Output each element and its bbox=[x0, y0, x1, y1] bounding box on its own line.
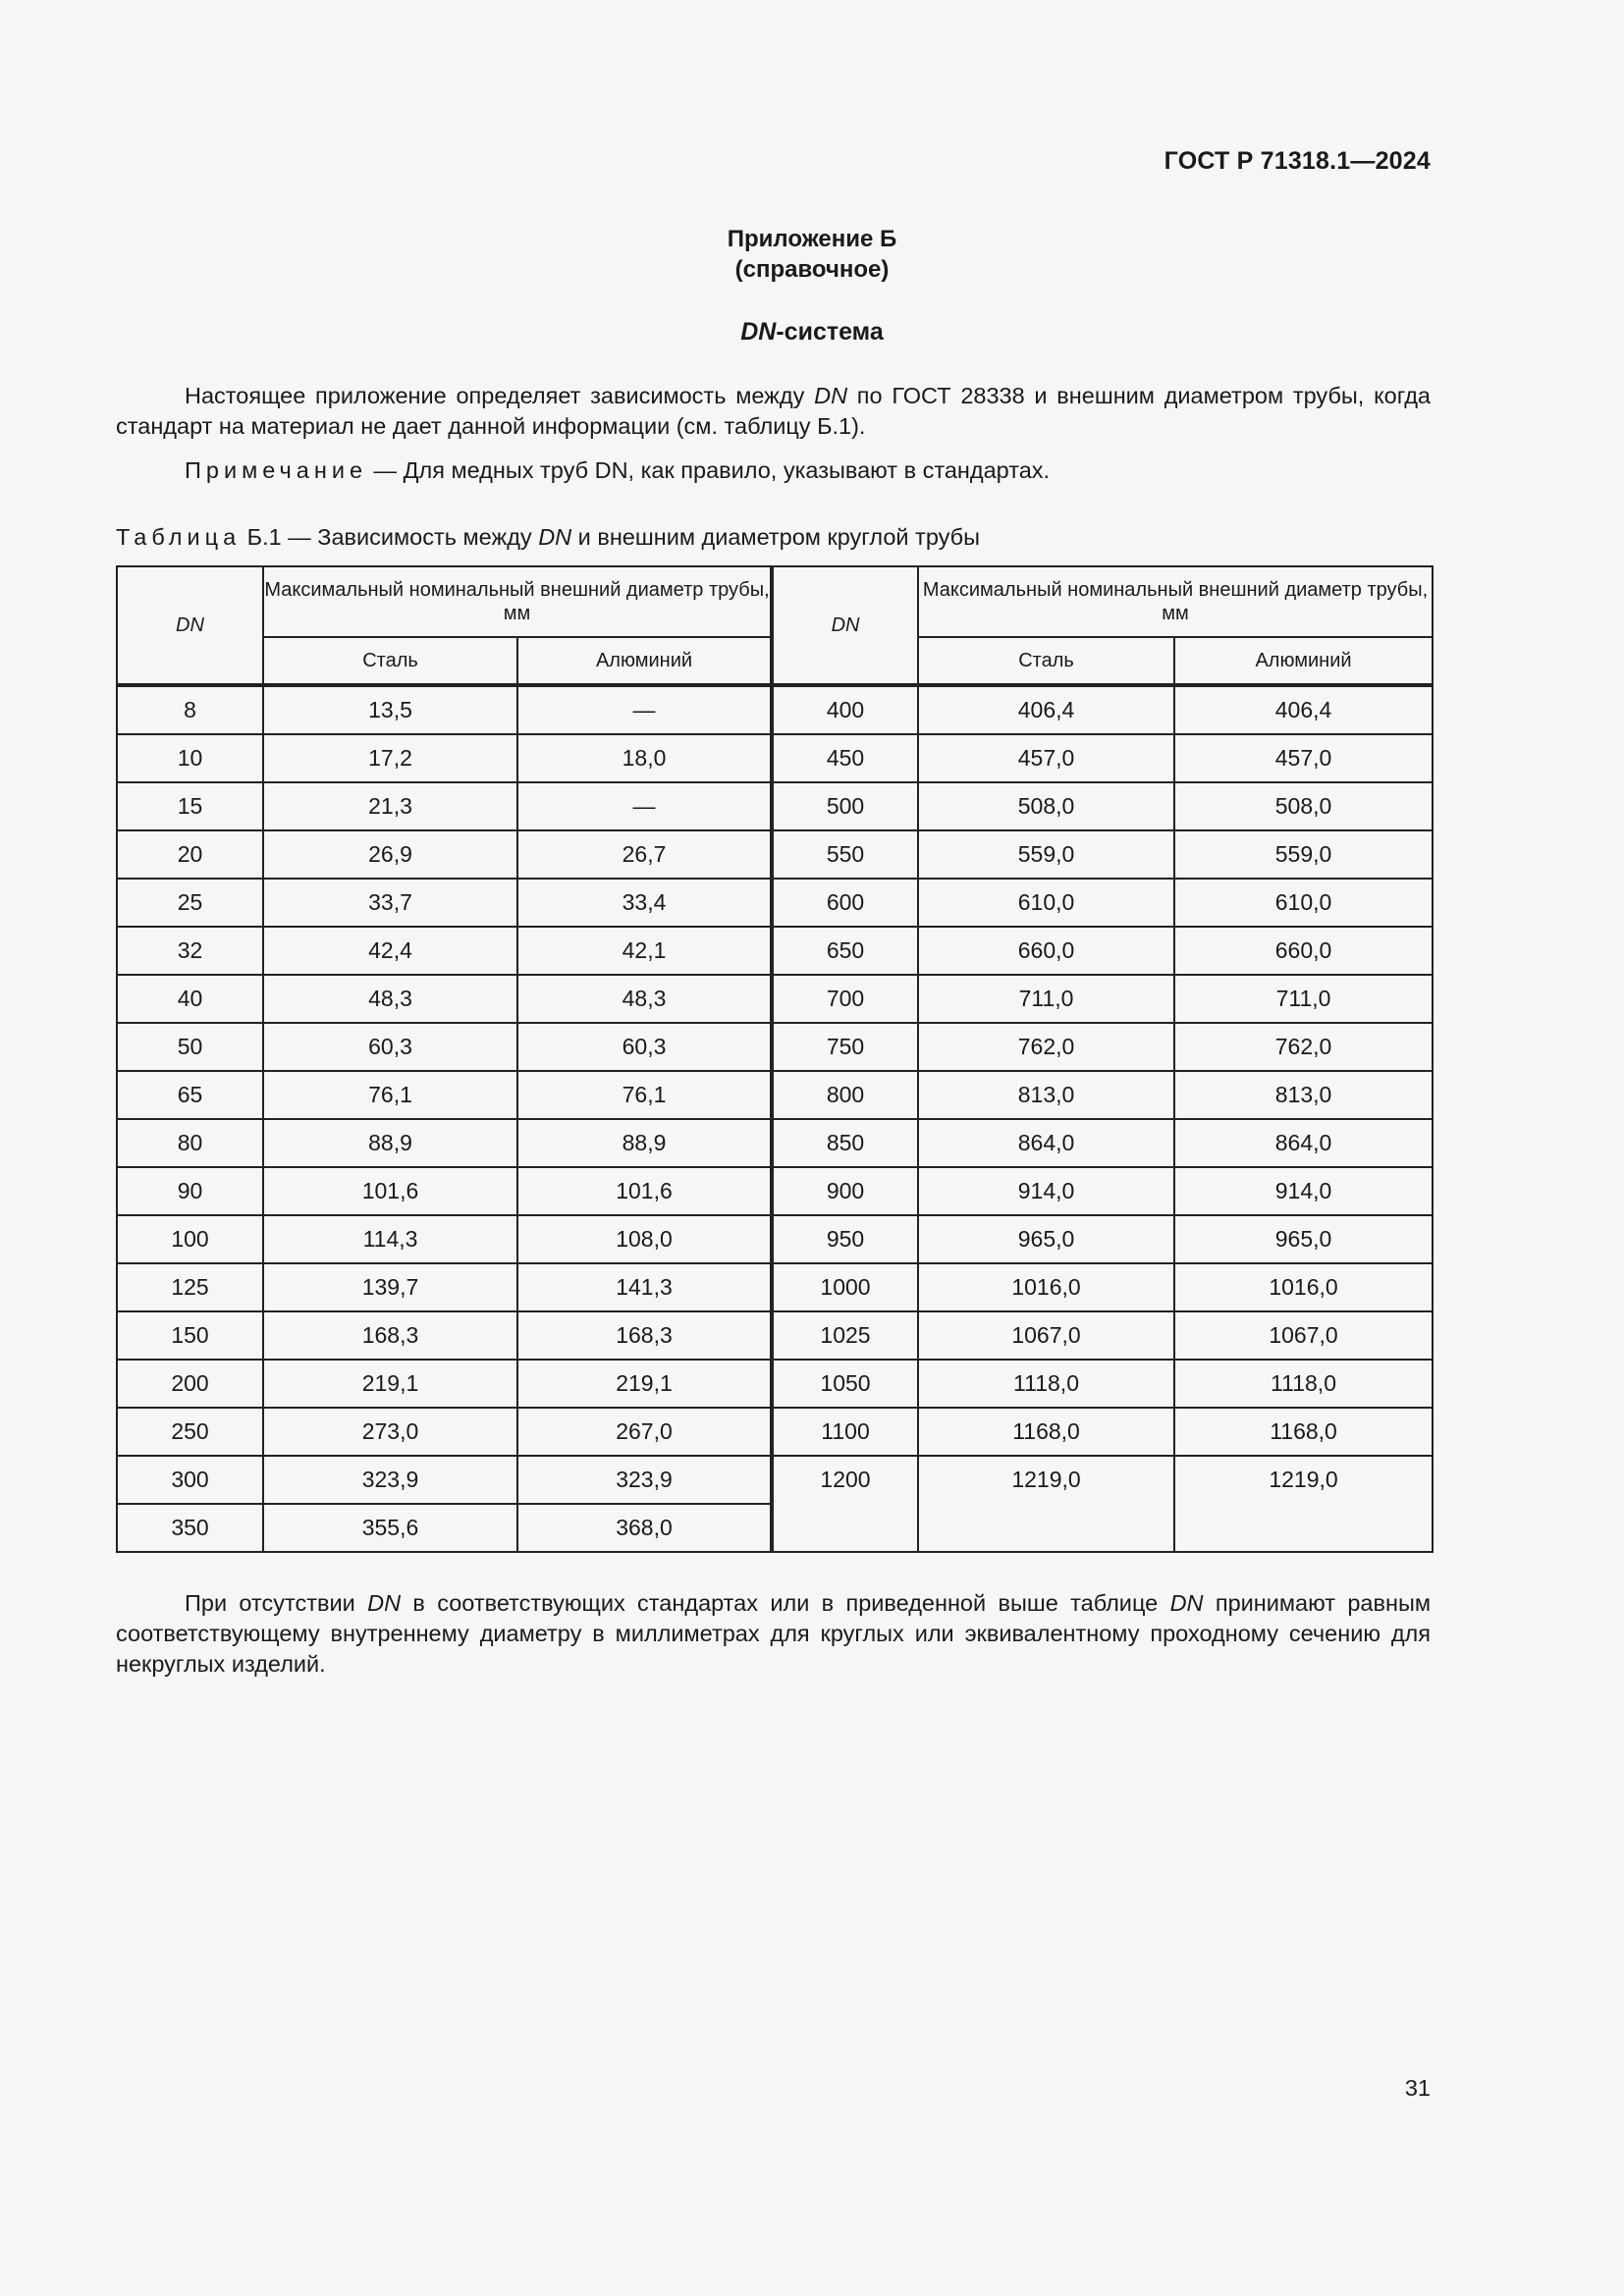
cell-dn-right: 850 bbox=[772, 1119, 918, 1167]
cell-aluminium-right: 406,4 bbox=[1174, 685, 1433, 734]
cell-steel-right: 1168,0 bbox=[918, 1408, 1174, 1456]
cell-aluminium-right: 711,0 bbox=[1174, 975, 1433, 1023]
cell-steel-left: 21,3 bbox=[263, 782, 517, 830]
cell-dn-left: 40 bbox=[117, 975, 263, 1023]
cell-aluminium-left: 76,1 bbox=[517, 1071, 772, 1119]
section-title bbox=[0, 318, 1624, 347]
cell-steel-right: 1219,0 bbox=[918, 1456, 1174, 1552]
cell-aluminium-left: 168,3 bbox=[517, 1311, 772, 1360]
cell-steel-left: 273,0 bbox=[263, 1408, 517, 1456]
cell-steel-left: 101,6 bbox=[263, 1167, 517, 1215]
cell-aluminium-right: 762,0 bbox=[1174, 1023, 1433, 1071]
cell-aluminium-left: 33,4 bbox=[517, 879, 772, 927]
closing-text-b: в соответствующих стандартах или в приведенной выше таблице bbox=[401, 1590, 1170, 1616]
cell-dn-left: 25 bbox=[117, 879, 263, 927]
table-row bbox=[117, 1023, 1433, 1071]
cell-steel-right: 457,0 bbox=[918, 734, 1174, 782]
cell-dn-left: 15 bbox=[117, 782, 263, 830]
table-row bbox=[117, 685, 1433, 734]
cell-aluminium-left: — bbox=[517, 782, 772, 830]
cell-steel-right: 610,0 bbox=[918, 879, 1174, 927]
cell-dn-left: 150 bbox=[117, 1311, 263, 1360]
cell-dn-left: 65 bbox=[117, 1071, 263, 1119]
table-caption-label: Таблица bbox=[116, 524, 242, 550]
cell-dn-right: 1200 bbox=[772, 1456, 918, 1552]
table-row bbox=[117, 1119, 1433, 1167]
table-row bbox=[117, 1408, 1433, 1456]
table-row bbox=[117, 1215, 1433, 1263]
cell-steel-left: 323,9 bbox=[263, 1456, 517, 1504]
cell-dn-right: 950 bbox=[772, 1215, 918, 1263]
cell-aluminium-right: 610,0 bbox=[1174, 879, 1433, 927]
table-caption-text-b: и внешним диаметром круглой трубы bbox=[571, 524, 980, 550]
cell-steel-right: 406,4 bbox=[918, 685, 1174, 734]
cell-dn-right: 600 bbox=[772, 879, 918, 927]
cell-aluminium-left: 26,7 bbox=[517, 830, 772, 879]
cell-dn-right: 550 bbox=[772, 830, 918, 879]
table-caption-text-a: Б.1 — Зависимость между bbox=[241, 524, 539, 550]
cell-aluminium-left: 141,3 bbox=[517, 1263, 772, 1311]
table-row bbox=[117, 830, 1433, 879]
intro-dn: DN bbox=[814, 383, 848, 408]
cell-dn-right: 450 bbox=[772, 734, 918, 782]
col-header-aluminium-right: Алюминий bbox=[1174, 637, 1433, 685]
table-row bbox=[117, 927, 1433, 975]
cell-steel-right: 965,0 bbox=[918, 1215, 1174, 1263]
cell-dn-right: 400 bbox=[772, 685, 918, 734]
cell-aluminium-left: 368,0 bbox=[517, 1504, 772, 1552]
cell-steel-left: 42,4 bbox=[263, 927, 517, 975]
col-header-aluminium-left: Алюминий bbox=[517, 637, 772, 685]
cell-aluminium-left: 42,1 bbox=[517, 927, 772, 975]
cell-aluminium-right: 1219,0 bbox=[1174, 1456, 1433, 1552]
cell-dn-right: 1025 bbox=[772, 1311, 918, 1360]
intro-paragraph bbox=[116, 381, 1431, 442]
table-row bbox=[117, 1263, 1433, 1311]
cell-aluminium-right: 660,0 bbox=[1174, 927, 1433, 975]
table-row bbox=[117, 1167, 1433, 1215]
closing-paragraph bbox=[116, 1588, 1431, 1680]
cell-steel-left: 13,5 bbox=[263, 685, 517, 734]
cell-dn-right: 800 bbox=[772, 1071, 918, 1119]
cell-aluminium-left: 267,0 bbox=[517, 1408, 772, 1456]
section-title-rest: -система bbox=[776, 318, 884, 346]
cell-steel-right: 1067,0 bbox=[918, 1311, 1174, 1360]
cell-steel-right: 914,0 bbox=[918, 1167, 1174, 1215]
cell-steel-right: 508,0 bbox=[918, 782, 1174, 830]
cell-dn-left: 10 bbox=[117, 734, 263, 782]
cell-dn-left: 125 bbox=[117, 1263, 263, 1311]
col-header-steel-left: Сталь bbox=[263, 637, 517, 685]
cell-dn-right: 1000 bbox=[772, 1263, 918, 1311]
cell-aluminium-right: 864,0 bbox=[1174, 1119, 1433, 1167]
cell-steel-left: 48,3 bbox=[263, 975, 517, 1023]
cell-dn-right: 1050 bbox=[772, 1360, 918, 1408]
cell-dn-left: 250 bbox=[117, 1408, 263, 1456]
cell-aluminium-left: 60,3 bbox=[517, 1023, 772, 1071]
closing-dn-1: DN bbox=[367, 1590, 402, 1616]
cell-dn-left: 300 bbox=[117, 1456, 263, 1504]
cell-aluminium-left: 108,0 bbox=[517, 1215, 772, 1263]
table-row bbox=[117, 1360, 1433, 1408]
cell-aluminium-right: 813,0 bbox=[1174, 1071, 1433, 1119]
closing-text-a: При отсутствии bbox=[185, 1590, 368, 1616]
table-body bbox=[117, 685, 1433, 1552]
table-row bbox=[117, 734, 1433, 782]
cell-dn-left: 8 bbox=[117, 685, 263, 734]
cell-aluminium-right: 1016,0 bbox=[1174, 1263, 1433, 1311]
cell-steel-left: 60,3 bbox=[263, 1023, 517, 1071]
table-row bbox=[117, 1071, 1433, 1119]
cell-dn-right: 500 bbox=[772, 782, 918, 830]
table-caption bbox=[116, 524, 980, 551]
table-row bbox=[117, 975, 1433, 1023]
cell-steel-right: 762,0 bbox=[918, 1023, 1174, 1071]
cell-dn-right: 1100 bbox=[772, 1408, 918, 1456]
cell-aluminium-left: 88,9 bbox=[517, 1119, 772, 1167]
cell-dn-left: 350 bbox=[117, 1504, 263, 1552]
cell-aluminium-right: 1118,0 bbox=[1174, 1360, 1433, 1408]
section-title-dn: DN bbox=[740, 318, 777, 346]
note-text: — Для медных труб DN, как правило, указывают в стандартах. bbox=[367, 457, 1051, 483]
col-header-steel-right: Сталь bbox=[918, 637, 1174, 685]
cell-aluminium-left: 323,9 bbox=[517, 1456, 772, 1504]
cell-steel-right: 864,0 bbox=[918, 1119, 1174, 1167]
table-row bbox=[117, 879, 1433, 927]
cell-aluminium-right: 508,0 bbox=[1174, 782, 1433, 830]
cell-dn-right: 650 bbox=[772, 927, 918, 975]
cell-steel-right: 660,0 bbox=[918, 927, 1174, 975]
table-row bbox=[117, 782, 1433, 830]
cell-steel-left: 355,6 bbox=[263, 1504, 517, 1552]
table-caption-dn: DN bbox=[538, 524, 572, 550]
cell-dn-right: 700 bbox=[772, 975, 918, 1023]
cell-dn-right: 750 bbox=[772, 1023, 918, 1071]
intro-text-b: по ГОСТ 28338 и внешним диаметром трубы, когда стандарт на материал не дает данной информации (см. таблицу Б.1). bbox=[116, 383, 1431, 439]
cell-aluminium-left: 18,0 bbox=[517, 734, 772, 782]
col-header-dn-right: DN bbox=[772, 566, 918, 685]
cell-dn-left: 50 bbox=[117, 1023, 263, 1071]
cell-steel-right: 813,0 bbox=[918, 1071, 1174, 1119]
cell-dn-left: 80 bbox=[117, 1119, 263, 1167]
cell-aluminium-right: 1067,0 bbox=[1174, 1311, 1433, 1360]
cell-steel-right: 1016,0 bbox=[918, 1263, 1174, 1311]
table-row bbox=[117, 1311, 1433, 1360]
table-row bbox=[117, 1456, 1433, 1504]
cell-steel-left: 114,3 bbox=[263, 1215, 517, 1263]
cell-aluminium-left: 48,3 bbox=[517, 975, 772, 1023]
cell-aluminium-right: 914,0 bbox=[1174, 1167, 1433, 1215]
cell-steel-left: 33,7 bbox=[263, 879, 517, 927]
annex-title: Приложение Б bbox=[727, 226, 897, 252]
annex-subtitle: (справочное) bbox=[734, 256, 890, 283]
dn-table bbox=[116, 565, 1434, 1553]
cell-aluminium-left: 101,6 bbox=[517, 1167, 772, 1215]
cell-steel-left: 219,1 bbox=[263, 1360, 517, 1408]
closing-text-c: принимают равным соответствующему внутреннему диаметру в миллиметрах для круглых или эквивалентному проходному сечению для некруглых изделий. bbox=[116, 1590, 1431, 1677]
cell-steel-left: 88,9 bbox=[263, 1119, 517, 1167]
cell-aluminium-right: 1168,0 bbox=[1174, 1408, 1433, 1456]
cell-steel-left: 17,2 bbox=[263, 734, 517, 782]
page-number: 31 bbox=[1404, 2075, 1431, 2101]
document-code: ГОСТ Р 71318.1—2024 bbox=[1164, 147, 1431, 175]
cell-steel-left: 168,3 bbox=[263, 1311, 517, 1360]
col-header-diameter-left: Максимальный номинальный внешний диаметр трубы, мм bbox=[263, 566, 772, 637]
cell-dn-right: 900 bbox=[772, 1167, 918, 1215]
cell-steel-right: 559,0 bbox=[918, 830, 1174, 879]
col-header-diameter-right: Максимальный номинальный внешний диаметр трубы, мм bbox=[918, 566, 1433, 637]
cell-aluminium-right: 457,0 bbox=[1174, 734, 1433, 782]
cell-steel-right: 711,0 bbox=[918, 975, 1174, 1023]
cell-aluminium-right: 965,0 bbox=[1174, 1215, 1433, 1263]
cell-dn-left: 200 bbox=[117, 1360, 263, 1408]
cell-aluminium-left: 219,1 bbox=[517, 1360, 772, 1408]
note-label: Примечание bbox=[185, 457, 368, 483]
cell-aluminium-right: 559,0 bbox=[1174, 830, 1433, 879]
cell-steel-left: 139,7 bbox=[263, 1263, 517, 1311]
cell-steel-left: 26,9 bbox=[263, 830, 517, 879]
cell-dn-left: 100 bbox=[117, 1215, 263, 1263]
cell-dn-left: 20 bbox=[117, 830, 263, 879]
note-paragraph bbox=[116, 455, 1431, 486]
intro-text-a: Настоящее приложение определяет зависимость между bbox=[185, 383, 815, 408]
cell-aluminium-left: — bbox=[517, 685, 772, 734]
cell-dn-left: 32 bbox=[117, 927, 263, 975]
cell-steel-right: 1118,0 bbox=[918, 1360, 1174, 1408]
closing-dn-2: DN bbox=[1169, 1590, 1204, 1616]
cell-dn-left: 90 bbox=[117, 1167, 263, 1215]
col-header-dn-left: DN bbox=[117, 566, 263, 685]
cell-steel-left: 76,1 bbox=[263, 1071, 517, 1119]
